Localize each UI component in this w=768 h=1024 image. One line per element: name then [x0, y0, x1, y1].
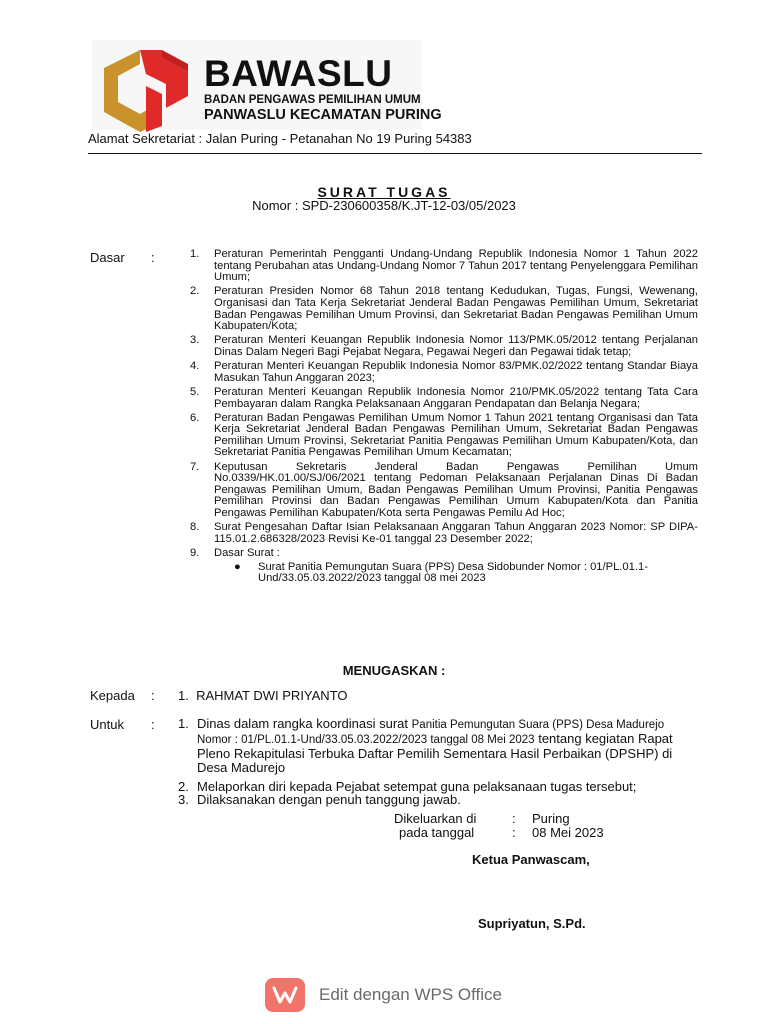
wps-edit-text: Edit dengan WPS Office	[319, 985, 503, 1004]
list-item	[190, 413, 698, 459]
dasar-list	[190, 249, 698, 585]
untuk-label: Untuk	[90, 717, 124, 732]
list-item-text: Peraturan Badan Pengawas Pemilihan Umum Nomor 1 Tahun 2021 tentang Organisasi dan Tata Kerja Sekretariat Jenderal Badan Pengawas Pemilihan Umum, Sekretariat Badan Pengawas Pemilihan Umum Provinsi, Sekretariat Panitia Pengawas Pemilihan Umum Kabupaten/Kota, dan Sekretariat Panitia Pengawas Pemilihan Umum Kecamatan;	[214, 411, 698, 459]
list-item-text: Keputusan Sekretaris Jenderal Badan Pengawas Pemilihan Umum No.0339/HK.01.00/SJ/06/2021 tentang Pedoman Pelaksanaan Perjalanan Dinas Di Badan Pengawas Pemilihan Umum, Badan Pengawas Pemilihan Umum Provinsi, Panitia Pengawas Pemilihan Provinsi dan Badan Pengawas Pemilihan Umum Kabupaten/Kota dan Panitia Pengawas Pemilihan Kabupaten/Kota serta Pengawas Pemilu Ad Hoc;	[214, 460, 698, 520]
list-item	[190, 286, 698, 332]
bawaslu-logo-icon	[100, 46, 192, 132]
issued-date-colon: :	[512, 824, 516, 840]
list-item-number: 1.	[190, 248, 200, 260]
list-item	[190, 548, 698, 560]
list-item-number: 8.	[190, 521, 200, 534]
issued-place-colon: :	[512, 811, 516, 826]
list-item-text: Peraturan Presiden Nomor 68 Tahun 2018 tentang Kedudukan, Tugas, Fungsi, Wewenang, Organisasi dan Tata Kerja Sekretariat Jenderal Badan Pengawas Pemilihan Umum, Sekretariat Badan Pengawas Pemilihan Umum Provinsi, dan Sekretariat Badan Pengawas Pemilihan Umum Kabupaten/Kota;	[214, 285, 698, 333]
kepada-name: RAHMAT DWI PRIYANTO	[196, 688, 348, 703]
issuance-block	[394, 812, 604, 839]
issued-place-value: Puring	[532, 811, 570, 826]
list-item	[190, 462, 698, 520]
list-item-number: 5.	[190, 385, 200, 398]
wps-edit-banner[interactable]	[265, 978, 502, 1012]
kepada-colon: :	[151, 688, 155, 703]
list-item-number: 3.	[178, 792, 189, 808]
list-item-text: Peraturan Menteri Keuangan Republik Indonesia Nomor 113/PMK.05/2012 tentang Perjalanan Dinas Dalam Negeri Bagi Pejabat Negara, Pegawai Negeri dan Pegawai tidak tetap;	[214, 334, 698, 358]
signer-name: Supriyatun, S.Pd.	[478, 916, 586, 931]
list-item-text: Dasar Surat :	[214, 547, 280, 559]
bullet-icon: ●	[234, 560, 241, 573]
dasar-label: Dasar	[90, 250, 125, 265]
kepada-entry	[178, 688, 348, 703]
list-item	[190, 361, 698, 384]
issued-place-label: Dikeluarkan di	[394, 811, 477, 826]
list-item-number: 3.	[190, 334, 200, 347]
untuk-list	[178, 717, 698, 806]
list-item-number: 4.	[190, 360, 200, 373]
kepada-number: 1.	[178, 688, 189, 703]
issuance-date-row	[394, 826, 604, 840]
issued-date-value: 08 Mei 2023	[532, 824, 604, 840]
signer-role: Ketua Panwascam,	[472, 852, 590, 867]
list-item-number: 2.	[178, 778, 189, 794]
list-item-text: Dilaksanakan dengan penuh tanggung jawab.	[197, 792, 461, 808]
wps-logo-icon	[265, 978, 305, 1012]
dasar-colon: :	[151, 250, 155, 265]
sub-list-item-text: Surat Panitia Pemungutan Suara (PPS) Desa Sidobunder Nomor : 01/PL.01.1-Und/33.05.03.2022/2023 tanggal 08 mei 2023	[258, 560, 648, 585]
list-item	[190, 335, 698, 358]
untuk-colon: :	[151, 717, 155, 732]
document-number: Nomor : SPD-230600358/K.JT-12-03/05/2023	[252, 198, 516, 213]
sub-list-item	[234, 562, 698, 585]
untuk-item1-part2: Panitia Pemungutan Suara (PPS) Desa Madurejo Nomor : 01/PL.01.1-Und/33.05.03.2022/2023 tanggal 08 Mei 2023	[197, 719, 665, 747]
list-item-text: Peraturan Menteri Keuangan Republik Indonesia Nomor 210/PMK.05/2022 tentang Tata Cara Pembayaran dalam Rangka Pelaksanaan Anggaran Pendapatan dan Belanja Negara;	[214, 385, 698, 410]
list-item-number: 6.	[190, 411, 200, 424]
list-item-text: Peraturan Menteri Keuangan Republik Indonesia Nomor 83/PMK.02/2022 tentang Standar Biaya Masukan Tahun Anggaran 2023;	[214, 360, 698, 384]
list-item	[178, 717, 698, 774]
list-item	[190, 522, 698, 545]
untuk-item1-part1: Dinas dalam rangka koordinasi surat	[197, 716, 408, 731]
issuance-place-row	[394, 812, 604, 826]
list-item	[190, 249, 698, 284]
list-item-number: 7.	[190, 460, 200, 473]
list-item-text: Melaporkan diri kepada Pejabat setempat guna pelaksanaan tugas tersebut;	[197, 778, 637, 794]
brand-name: BAWASLU	[204, 53, 393, 94]
list-item-number: 9.	[190, 547, 200, 559]
kepada-label: Kepada	[90, 688, 135, 703]
brand-office: PANWASLU KECAMATAN PURING	[204, 107, 442, 123]
list-item	[178, 793, 698, 806]
issued-date-label: pada tanggal	[399, 824, 475, 840]
list-item-text: Peraturan Pemerintah Pengganti Undang-Undang Republik Indonesia Nomor 1 Tahun 2022 tentang Perubahan atas Undang-Undang Nomor 7 Tahun 2017 tentang Penyelenggara Pemilihan Umum;	[214, 248, 698, 284]
document-title: SURAT TUGAS	[317, 184, 451, 200]
list-item	[190, 387, 698, 410]
header-divider	[88, 153, 702, 154]
list-item-number: 2.	[190, 285, 200, 298]
list-item-text: Surat Pengesahan Daftar Isian Pelaksanaan Anggaran Tahun Anggaran 2023 Nomor: SP DIPA- 115.01.2.686328/2023 Revisi Ke-01 tanggal 23 Desember 2022;	[214, 521, 698, 545]
address-line: Alamat Sekretariat : Jalan Puring - Petanahan No 19 Puring 54383	[88, 131, 472, 146]
list-item-number: 1.	[178, 716, 189, 731]
menugaskan-heading: MENUGASKAN :	[342, 663, 446, 678]
brand-subtitle: BADAN PENGAWAS PEMILIHAN UMUM	[204, 94, 421, 106]
brand-block	[204, 53, 442, 123]
list-item-text	[197, 717, 698, 774]
untuk-item1-part3: tentang kegiatan Rapat Pleno Rekapitulasi Terbuka Daftar Pemilih Sementara Hasil Perbaikan (DPSHP) di Desa Madurejo	[197, 731, 673, 775]
